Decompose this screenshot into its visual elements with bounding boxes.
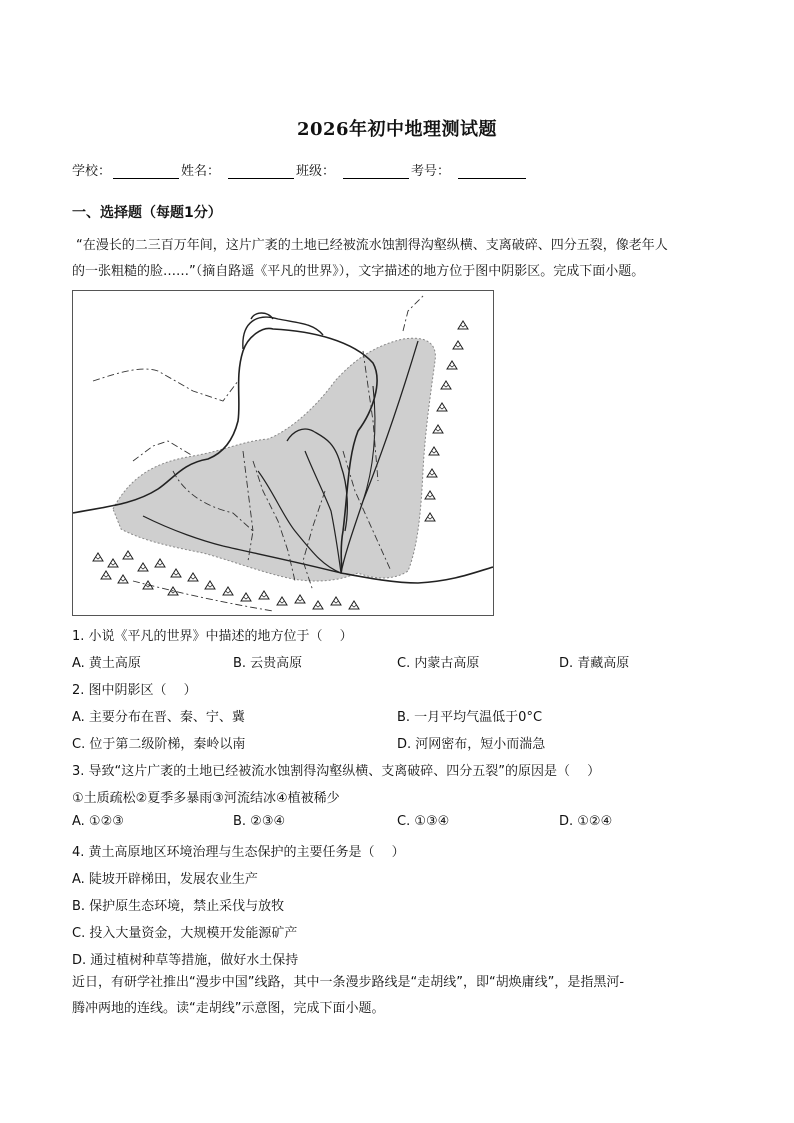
q2-option-d[interactable]: D. 河网密布，短小而湍急: [397, 737, 546, 752]
class-blank[interactable]: [343, 164, 409, 179]
question-2-stem: 2. 图中阴影区（ ）: [72, 683, 197, 698]
q1-option-a[interactable]: A. 黄土高原: [72, 656, 141, 671]
class-label: 班级：: [296, 164, 336, 179]
exam-no-label: 考号：: [411, 164, 451, 179]
q2-option-b[interactable]: B. 一月平均气温低于0°C: [397, 710, 543, 725]
q4-option-c[interactable]: C. 投入大量资金，大规模开发能源矿产: [72, 926, 298, 941]
intro-line: 的一张粗糙的脸……”（摘自路遥《平凡的世界》），文字描述的地方位于图中阴影区。完成下面小题。: [72, 264, 645, 279]
question-1-stem: 1. 小说《平凡的世界》中描述的地方位于（ ）: [72, 629, 353, 644]
page-title: 2026年初中地理测试题: [296, 119, 498, 140]
intro-line: “在漫长的二三百万年间，这片广袤的土地已经被流水蚀割得沟壑纵横、支离破碎、四分五裂，像老年人: [76, 238, 668, 253]
q1-option-b[interactable]: B. 云贵高原: [233, 656, 303, 671]
q3-option-b[interactable]: B. ②③④: [233, 814, 286, 829]
q2-option-c[interactable]: C. 位于第二级阶梯，秦岭以南: [72, 737, 246, 752]
name-label: 姓名：: [181, 164, 221, 179]
q2-option-a[interactable]: A. 主要分布在晋、秦、宁、冀: [72, 710, 245, 725]
intro-line: 近日，有研学社推出“漫步中国”线路，其中一条漫步路线是“走胡线”，即“胡焕庸线”，是指黑河-: [72, 975, 625, 990]
q4-option-b[interactable]: B. 保护原生态环境，禁止采伐与放牧: [72, 899, 285, 914]
q1-option-d[interactable]: D. 青藏高原: [559, 656, 630, 671]
q3-option-d[interactable]: D. ①②④: [559, 814, 613, 829]
loess-plateau-map: [72, 290, 494, 616]
q3-option-c[interactable]: C. ①③④: [397, 814, 450, 829]
shaded-region: [113, 338, 435, 581]
q1-option-c[interactable]: C. 内蒙古高原: [397, 656, 480, 671]
question-4-stem: 4. 黄土高原地区环境治理与生态保护的主要任务是（ ）: [72, 845, 405, 860]
question-3-stem: 3. 导致“这片广袤的土地已经被流水蚀割得沟壑纵横、支离破碎、四分五裂”的原因是（ ）: [72, 764, 601, 779]
intro-paragraph-1: [72, 233, 668, 285]
section-heading: 一、选择题（每题1分）: [72, 205, 222, 221]
q4-option-a[interactable]: A. 陡坡开辟梯田，发展农业生产: [72, 872, 258, 887]
question-3-sub: ①土质疏松②夏季多暴雨③河流结冰④植被稀少: [72, 791, 340, 806]
name-blank[interactable]: [228, 164, 294, 179]
intro-line: 腾冲两地的连线。读“走胡线”示意图，完成下面小题。: [72, 1001, 385, 1016]
intro-paragraph-2: [72, 970, 624, 1022]
school-blank[interactable]: [113, 164, 179, 179]
school-label: 学校：: [72, 164, 112, 179]
student-info-row: [72, 160, 528, 179]
q3-option-a[interactable]: A. ①②③: [72, 814, 124, 829]
exam-no-blank[interactable]: [458, 164, 526, 179]
q4-option-d[interactable]: D. 通过植树种草等措施，做好水土保持: [72, 953, 299, 968]
map-svg: [73, 291, 493, 615]
